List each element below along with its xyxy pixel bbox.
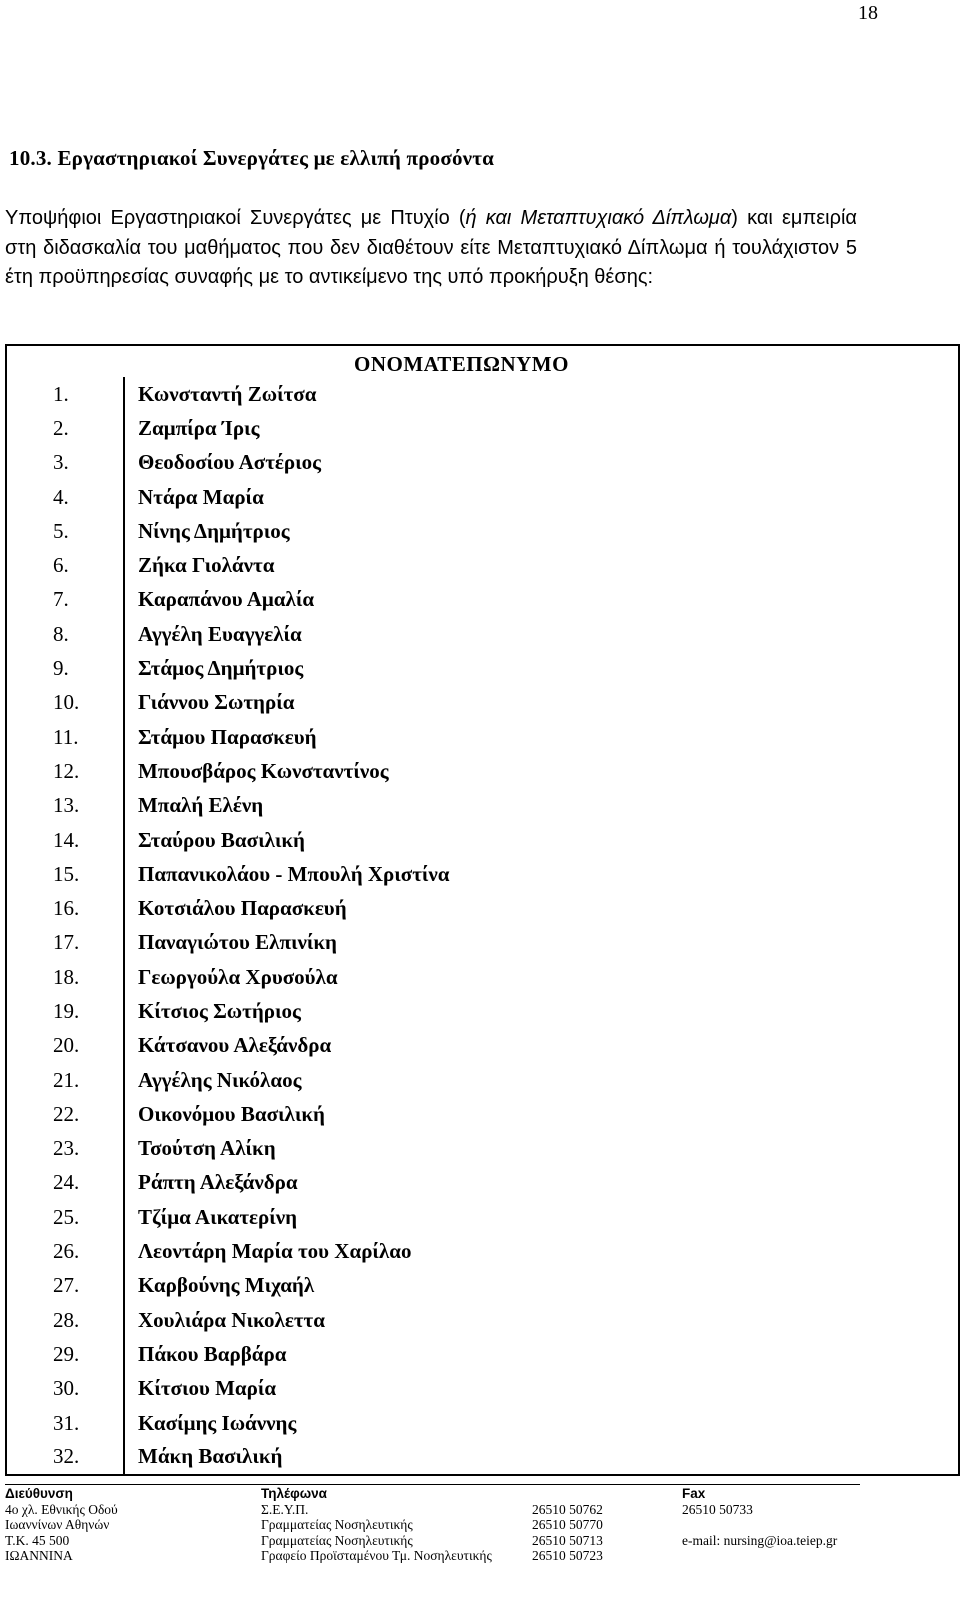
row-name: Κοτσιάλου Παρασκευή bbox=[138, 896, 347, 921]
row-number: 32. bbox=[6, 1440, 124, 1474]
row-number: 6. bbox=[6, 548, 124, 582]
footer-row bbox=[5, 1517, 955, 1533]
page-number: 18 bbox=[858, 2, 878, 24]
table-row bbox=[6, 1029, 959, 1063]
table-row bbox=[6, 446, 959, 480]
table-row bbox=[6, 891, 959, 925]
row-name: Τζίμα Αικατερίνη bbox=[138, 1204, 298, 1229]
footer-address-label: Διεύθυνση bbox=[5, 1486, 73, 1501]
row-name: Πάκου Βαρβάρα bbox=[138, 1341, 287, 1366]
footer-cell-c4: e-mail: nursing@ioa.teiep.gr bbox=[682, 1532, 838, 1548]
row-name: Αγγέλης Νικόλαος bbox=[138, 1067, 302, 1092]
intro-part-2: ) και εμπειρία στη διδασκαλία του μαθήματος που δεν διαθέτουν είτε Μεταπτυχιακό Δίπλωμα ή τουλάχιστον 5 έτη προϋπηρεσίας συναφής με το αντικείμενο της υπό προκήρυξη θέσης: bbox=[5, 207, 857, 288]
row-number: 28. bbox=[6, 1303, 124, 1337]
footer-cell-c2: Σ.Ε.Υ.Π. bbox=[261, 1501, 309, 1517]
row-name: Κωνσταντή Ζωίτσα bbox=[138, 381, 317, 406]
table-body bbox=[6, 377, 959, 1475]
footer-cell-c3: 26510 50762 bbox=[532, 1501, 603, 1517]
row-number: 3. bbox=[6, 446, 124, 480]
table-row bbox=[6, 1097, 959, 1131]
row-name: Ζήκα Γιολάντα bbox=[138, 553, 275, 578]
row-name: Νίνης Δημήτριος bbox=[138, 518, 290, 543]
row-number: 30. bbox=[6, 1372, 124, 1406]
table-row bbox=[6, 1063, 959, 1097]
footer-row bbox=[5, 1533, 955, 1549]
table-header bbox=[6, 345, 959, 377]
row-number: 17. bbox=[6, 926, 124, 960]
table-row bbox=[6, 994, 959, 1028]
footer-cell-c3: 26510 50713 bbox=[532, 1532, 603, 1548]
footer-rows bbox=[5, 1502, 955, 1564]
row-name: Κίτσιου Μαρία bbox=[138, 1376, 277, 1401]
table-row bbox=[6, 926, 959, 960]
row-name: Στάμος Δημήτριος bbox=[138, 656, 304, 681]
header-name-column: ΟΝΟΜΑΤΕΠΩΝΥΜΟ bbox=[354, 352, 569, 376]
row-number: 14. bbox=[6, 823, 124, 857]
table-row bbox=[6, 1372, 959, 1406]
row-number: 12. bbox=[6, 754, 124, 788]
row-number: 5. bbox=[6, 514, 124, 548]
table-row bbox=[6, 789, 959, 823]
row-name: Μπουσβάρος Κωνσταντίνος bbox=[138, 758, 389, 783]
table-row bbox=[6, 651, 959, 685]
section-title: 10.3. Εργαστηριακοί Συνεργάτες με ελλιπή προσόντα bbox=[9, 146, 495, 170]
footer-cell-c2: Γραφείο Προϊσταμένου Τμ. Νοσηλευτικής bbox=[261, 1548, 492, 1563]
row-number: 1. bbox=[6, 377, 124, 411]
row-name: Ράπτη Αλεξάνδρα bbox=[138, 1170, 298, 1195]
row-number: 8. bbox=[6, 617, 124, 651]
table-row bbox=[6, 1303, 959, 1337]
row-number: 23. bbox=[6, 1132, 124, 1166]
footer-cell-c2: Γραμματείας Νοσηλευτικής bbox=[261, 1517, 413, 1532]
table-row bbox=[6, 1132, 959, 1166]
row-name: Παναγιώτου Ελπινίκη bbox=[138, 930, 337, 955]
row-number: 21. bbox=[6, 1063, 124, 1097]
row-number: 27. bbox=[6, 1269, 124, 1303]
row-name: Ντάρα Μαρία bbox=[138, 484, 264, 509]
table-row bbox=[6, 411, 959, 445]
row-name: Γεωργούλα Χρυσούλα bbox=[138, 964, 338, 989]
table-row bbox=[6, 960, 959, 994]
row-name: Ζαμπίρα Ίρις bbox=[138, 415, 260, 440]
row-number: 20. bbox=[6, 1029, 124, 1063]
intro-part-1: Υποψήφιοι Εργαστηριακοί Συνεργάτες με Πτυχίο ( bbox=[5, 207, 466, 229]
footer bbox=[5, 1486, 955, 1564]
footer-cell-c4: 26510 50733 bbox=[682, 1501, 753, 1517]
table-row bbox=[6, 686, 959, 720]
row-name: Στάμου Παρασκευή bbox=[138, 724, 317, 749]
row-name: Αγγέλη Ευαγγελία bbox=[138, 621, 302, 646]
row-name: Θεοδοσίου Αστέριος bbox=[138, 450, 321, 475]
row-name: Μπαλή Ελένη bbox=[138, 793, 264, 818]
footer-cell-c3: 26510 50723 bbox=[532, 1548, 603, 1563]
row-name: Χουλιάρα Νικολεττα bbox=[138, 1307, 325, 1332]
table-row bbox=[6, 1200, 959, 1234]
table-row bbox=[6, 720, 959, 754]
table-row bbox=[6, 1406, 959, 1440]
footer-header-row bbox=[5, 1486, 955, 1502]
row-number: 26. bbox=[6, 1234, 124, 1268]
footer-row bbox=[5, 1502, 955, 1518]
table-row bbox=[6, 548, 959, 582]
footer-cell-c1: ΙΩΑΝΝΙΝΑ bbox=[5, 1548, 73, 1563]
row-number: 18. bbox=[6, 960, 124, 994]
row-name: Κάτσανου Αλεξάνδρα bbox=[138, 1033, 332, 1058]
row-number: 2. bbox=[6, 411, 124, 445]
table-row bbox=[6, 1234, 959, 1268]
row-name: Καραπάνου Αμαλία bbox=[138, 587, 315, 612]
row-name: Παπανικολάου - Μπουλή Χριστίνα bbox=[138, 861, 450, 886]
footer-row bbox=[5, 1548, 955, 1564]
table-header-row bbox=[6, 345, 959, 377]
row-name: Τσούτση Αλίκη bbox=[138, 1136, 276, 1161]
table-row bbox=[6, 1269, 959, 1303]
row-number: 29. bbox=[6, 1337, 124, 1371]
row-name: Κίτσιος Σωτήριος bbox=[138, 998, 301, 1023]
row-number: 22. bbox=[6, 1097, 124, 1131]
row-name: Γιάννου Σωτηρία bbox=[138, 690, 295, 715]
row-name: Σταύρου Βασιλική bbox=[138, 827, 305, 852]
row-name: Λεοντάρη Μαρία του Χαρίλαο bbox=[138, 1239, 412, 1264]
row-number: 15. bbox=[6, 857, 124, 891]
table-row bbox=[6, 1337, 959, 1371]
table-row bbox=[6, 377, 959, 411]
footer-cell-c1: Τ.Κ. 45 500 bbox=[5, 1532, 70, 1548]
footer-cell-c1: 4ο χλ. Εθνικής Οδού bbox=[5, 1501, 118, 1517]
row-number: 25. bbox=[6, 1200, 124, 1234]
row-name: Καρβούνης Μιχαήλ bbox=[138, 1273, 315, 1298]
footer-cell-c2: Γραμματείας Νοσηλευτικής bbox=[261, 1532, 413, 1548]
footer-fax-label: Fax bbox=[682, 1486, 706, 1501]
intro-paragraph bbox=[5, 204, 857, 293]
table-row bbox=[6, 480, 959, 514]
row-number: 11. bbox=[6, 720, 124, 754]
footer-cell-c3: 26510 50770 bbox=[532, 1517, 603, 1532]
footer-cell-c1: Ιωαννίνων Αθηνών bbox=[5, 1517, 110, 1532]
footer-divider bbox=[5, 1484, 860, 1485]
row-number: 4. bbox=[6, 480, 124, 514]
table-row bbox=[6, 514, 959, 548]
table-row bbox=[6, 1166, 959, 1200]
table-row bbox=[6, 754, 959, 788]
footer-phones-label: Τηλέφωνα bbox=[261, 1486, 327, 1501]
intro-italic: ή και Μεταπτυχιακό Δίπλωμα bbox=[465, 207, 732, 229]
table-row bbox=[6, 857, 959, 891]
table-row bbox=[6, 823, 959, 857]
candidates-table bbox=[5, 344, 960, 1476]
row-number: 10. bbox=[6, 686, 124, 720]
row-number: 7. bbox=[6, 583, 124, 617]
row-number: 24. bbox=[6, 1166, 124, 1200]
row-name: Οικονόμου Βασιλική bbox=[138, 1101, 325, 1126]
row-name: Κασίμης Ιωάννης bbox=[138, 1410, 297, 1435]
row-number: 9. bbox=[6, 651, 124, 685]
row-name: Μάκη Βασιλική bbox=[138, 1444, 283, 1469]
row-number: 13. bbox=[6, 789, 124, 823]
table-row bbox=[6, 1440, 959, 1474]
row-number: 19. bbox=[6, 994, 124, 1028]
row-number: 31. bbox=[6, 1406, 124, 1440]
table-row bbox=[6, 617, 959, 651]
table-row bbox=[6, 583, 959, 617]
row-number: 16. bbox=[6, 891, 124, 925]
